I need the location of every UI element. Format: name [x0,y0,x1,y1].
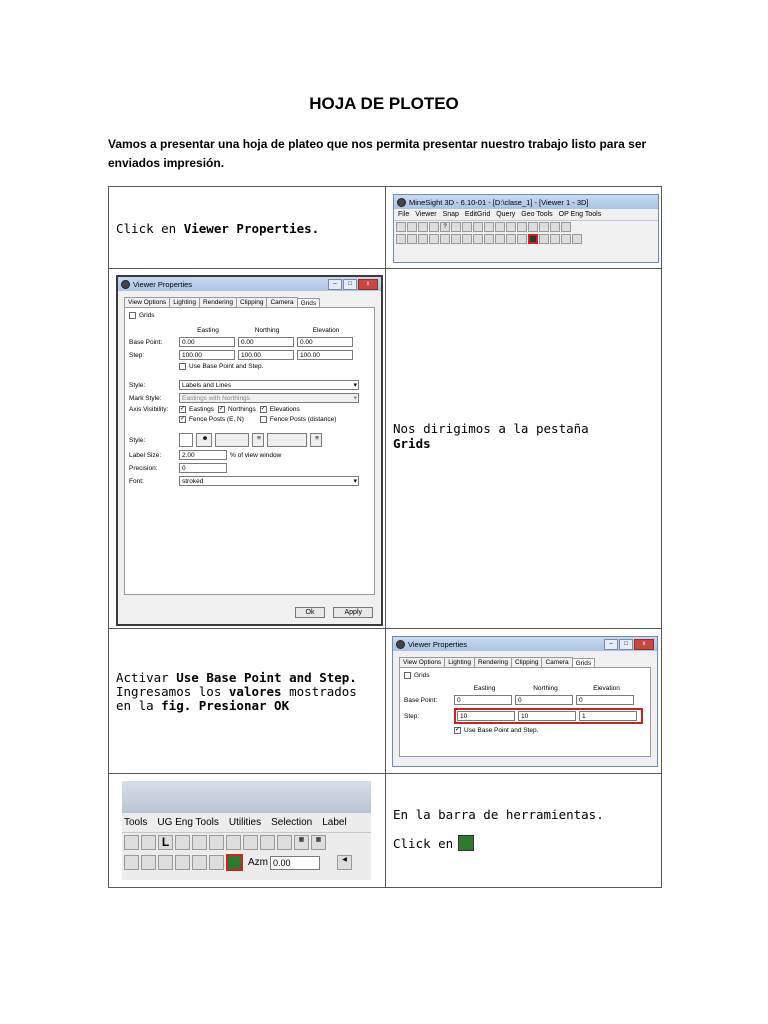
toolbar-icon[interactable] [175,835,190,850]
screenshot-cell [109,774,386,888]
tab-camera[interactable]: Camera [541,657,572,667]
grid-table-icon[interactable]: ▦ [311,835,326,850]
blurred-titlebar [122,781,371,813]
style-dropdown[interactable]: Labels and Lines ▾ [179,380,359,390]
toolbar-icon[interactable] [429,222,439,232]
dialog-titlebar: Viewer Properties – □ x [118,277,381,291]
close-icon[interactable]: x [358,279,378,290]
instruction-text-line-1: En la barra de herramientas. [393,807,604,822]
zoom-icon[interactable] [396,234,406,244]
toolbar-icon[interactable] [550,234,560,244]
toolbar-icon[interactable] [260,835,275,850]
zoom-icon[interactable] [407,234,417,244]
menu-op-eng-tools[interactable]: OP Eng Tools [558,211,602,218]
toolbar-icon[interactable] [528,222,538,232]
step-northing-input[interactable]: 100.00 [238,350,294,360]
tab-rendering[interactable]: Rendering [474,657,512,667]
azm-label: Azm [248,857,268,868]
instruction-cell [386,774,662,888]
tab-lighting[interactable]: Lighting [169,297,200,307]
instruction-text: Activar Use Base Point and Step. Ingresamos los valores mostrados en la fig. Presionar OK [116,670,357,713]
grid-table-icon[interactable]: ▦ [294,835,309,850]
toolbar-icon[interactable] [484,234,494,244]
fence-posts-checkbox[interactable]: ✓ [180,416,186,422]
menu-geo-tools[interactable]: Geo Tools [521,211,553,218]
minesight-logo-icon [121,280,130,289]
intro-paragraph [108,135,668,173]
toolbar-icon[interactable] [192,835,207,850]
toolbar-icon[interactable] [561,222,571,232]
base-point-elevation-input[interactable]: 0 [576,695,634,705]
line-style-button[interactable] [215,433,249,447]
screenshot-cell [109,269,386,629]
toolbar-icon[interactable] [192,855,207,870]
menu-editgrid[interactable]: EditGrid [464,211,491,218]
menu-tools[interactable]: Tools [124,817,148,828]
grid-toggle-icon [458,835,474,851]
azm-input[interactable]: 0.00 [270,856,320,870]
instruction-cell [109,187,386,269]
label-size-input[interactable]: 2.00 [179,450,227,460]
apply-button[interactable]: Apply [333,607,373,618]
dialog-titlebar: Viewer Properties – □ x [393,637,657,651]
toolbar-icon[interactable] [226,835,241,850]
minimize-icon[interactable]: – [328,279,342,290]
toolbar-icon[interactable] [407,222,417,232]
steps-table [108,186,662,888]
toolbar-icon[interactable] [506,234,516,244]
northings-checkbox[interactable]: ✓ [218,406,224,412]
viewer-properties-dialog-partial [392,636,658,767]
base-point-easting-input[interactable]: 0.00 [179,337,235,347]
menu-snap[interactable]: Snap [442,211,459,218]
toolbar-icon[interactable] [451,234,461,244]
grids-checkbox[interactable] [129,312,136,319]
toolbar-icon[interactable] [517,222,527,232]
toolbar-icon[interactable] [506,222,516,232]
tools-toolbar-screenshot [122,781,371,880]
base-point-northing-input[interactable]: 0 [515,695,573,705]
menu-utilities[interactable]: Utilities [228,817,262,828]
toolbar-icon[interactable] [462,234,472,244]
grids-panel: Grids Easting Northing Elevation Base Point: 0.00 0.00 0.00 Step: 100.00 100.00 100.00 Use Base Point and Step. Style: Labels and Lines ▾ Mark Style: Eastings with Northings ▾ Axis Visibility: ✓ Eastings ✓ Northings ✓ Elevations ✓ Fence Posts (E, N) Fence Posts (distance) Style: ☻ ≡ ≡ Label Size: 2.00 % of view window Precision: 0 Font: stroked ▾ [124,307,375,595]
minesight-window [393,194,659,263]
toolbar-icon[interactable] [396,222,406,232]
table-row [109,629,662,774]
table-row [109,187,662,269]
toolbar-row-1 [394,221,658,233]
menu-ug-eng-tools[interactable]: UG Eng Tools [157,817,219,828]
menu-file[interactable]: File [398,211,410,218]
line-weight-button[interactable] [267,433,307,447]
tab-rendering[interactable]: Rendering [199,297,237,307]
toolbar-icon[interactable] [209,855,224,870]
toolbar-icon[interactable] [124,855,139,870]
ok-button[interactable]: Ok [295,607,326,618]
instruction-text: Nos dirigimos a la pestaña Grids [393,421,589,451]
toolbar-icon[interactable] [495,234,505,244]
toolbar-icon[interactable] [141,835,156,850]
minesight-logo-icon [397,198,406,207]
toolbar-icon[interactable] [473,222,483,232]
toolbar-icon[interactable] [141,855,156,870]
tab-grids[interactable]: Grids [297,298,321,308]
close-icon[interactable]: x [634,639,654,650]
grids-checkbox[interactable] [404,672,411,679]
instruction-text-line-2: Click en [393,835,454,851]
arrow-left-icon[interactable]: ◀ [337,855,352,870]
viewer-properties-dialog [116,275,383,626]
tab-view-options[interactable]: View Options [399,657,445,667]
menu-selection[interactable]: Selection [271,817,313,828]
step-elevation-input[interactable]: 1 [579,711,637,721]
toolbar-row-2 [394,233,658,245]
menu-label[interactable]: Label [322,817,347,828]
precision-input[interactable]: 0 [179,463,227,473]
tab-lighting[interactable]: Lighting [444,657,475,667]
toolbar-icon[interactable] [572,234,582,244]
toolbar-icon[interactable] [451,222,461,232]
base-point-elevation-input[interactable]: 0.00 [297,337,353,347]
toolbar-icon[interactable] [418,222,428,232]
toolbar-icon[interactable] [175,855,190,870]
color-swatch[interactable] [179,433,193,447]
menu-bar [394,209,658,221]
use-base-point-checkbox[interactable] [179,363,186,370]
base-point-northing-input[interactable]: 0.00 [238,337,294,347]
table-row [109,774,662,888]
maximize-icon[interactable]: □ [343,279,357,290]
screenshot-cell [386,187,662,269]
toolbar-icon[interactable] [561,234,571,244]
mark-style-dropdown[interactable]: Eastings with Northings ▾ [179,393,359,403]
elevations-checkbox[interactable]: ✓ [260,406,266,412]
maximize-icon[interactable]: □ [619,639,633,650]
toolbar-icon[interactable] [209,835,224,850]
toolbar-icon[interactable] [539,234,549,244]
tab-camera[interactable]: Camera [266,297,297,307]
menu-query[interactable]: Query [496,211,516,218]
viewer-properties-icon[interactable] [528,234,538,244]
toolbar-row-1 [122,833,371,852]
zoom-icon[interactable] [418,234,428,244]
tab-grids[interactable]: Grids [572,658,596,668]
tab-bar [118,297,381,307]
zoom-icon[interactable] [429,234,439,244]
weight-list-icon[interactable]: ≡ [310,433,322,447]
palette-icon[interactable]: ☻ [196,433,212,447]
step-easting-input[interactable]: 100.00 [179,350,235,360]
menu-bar [122,813,371,833]
toolbar-icon[interactable] [243,835,258,850]
screenshot-cell [386,629,662,774]
window-titlebar: MineSight 3D - 6.10-01 - [D:\clase_1] - [Viewer 1 - 3D] [394,195,658,209]
toolbar-icon[interactable] [539,222,549,232]
toolbar-row-2 [122,852,371,873]
tab-bar [393,657,657,667]
grids-panel: Grids Easting Northing Elevation Base Point: 0 0 0 Step: 10 10 1 ✓ Use Base Point and Step. [399,667,651,757]
tab-clipping[interactable]: Clipping [236,297,268,307]
label-icon[interactable]: L [158,835,173,850]
minimize-icon[interactable]: – [604,639,618,650]
toolbar-icon[interactable] [462,222,472,232]
minesight-logo-icon [396,640,405,649]
instruction-cell [386,269,662,629]
grid-toggle-icon[interactable] [226,854,243,871]
page-title: HOJA DE PLOTEO [309,94,459,113]
tab-view-options[interactable]: View Options [124,297,170,307]
help-icon[interactable]: ? [440,222,450,232]
toolbar-icon[interactable] [550,222,560,232]
step-northing-input[interactable]: 10 [518,711,576,721]
line-list-icon[interactable]: ≡ [252,433,264,447]
instruction-cell [109,629,386,774]
step-highlight [454,708,643,724]
tab-clipping[interactable]: Clipping [511,657,543,667]
eastings-checkbox[interactable]: ✓ [180,406,186,412]
use-base-point-checkbox[interactable]: ✓ [455,727,461,733]
intro-line-2: enviados impresión. [108,156,225,170]
toolbar-icon[interactable] [158,855,173,870]
table-row [109,269,662,629]
toolbar-icon[interactable] [484,222,494,232]
toolbar-icon[interactable] [440,234,450,244]
menu-viewer[interactable]: Viewer [415,211,437,218]
instruction-text: Click en Viewer Properties. [116,221,320,236]
toolbar-icon[interactable] [517,234,527,244]
toolbar-icon[interactable] [277,835,292,850]
step-easting-input[interactable]: 10 [457,711,515,721]
intro-line-1: Vamos a presentar una hoja de plateo que nos permita presentar nuestro trabajo listo para ser [108,137,647,151]
fence-posts-distance-checkbox[interactable] [260,416,267,423]
base-point-easting-input[interactable]: 0 [454,695,512,705]
step-elevation-input[interactable]: 100.00 [297,350,353,360]
toolbar-icon[interactable] [473,234,483,244]
font-dropdown[interactable]: stroked ▾ [179,476,359,486]
toolbar-icon[interactable] [124,835,139,850]
toolbar-icon[interactable] [495,222,505,232]
